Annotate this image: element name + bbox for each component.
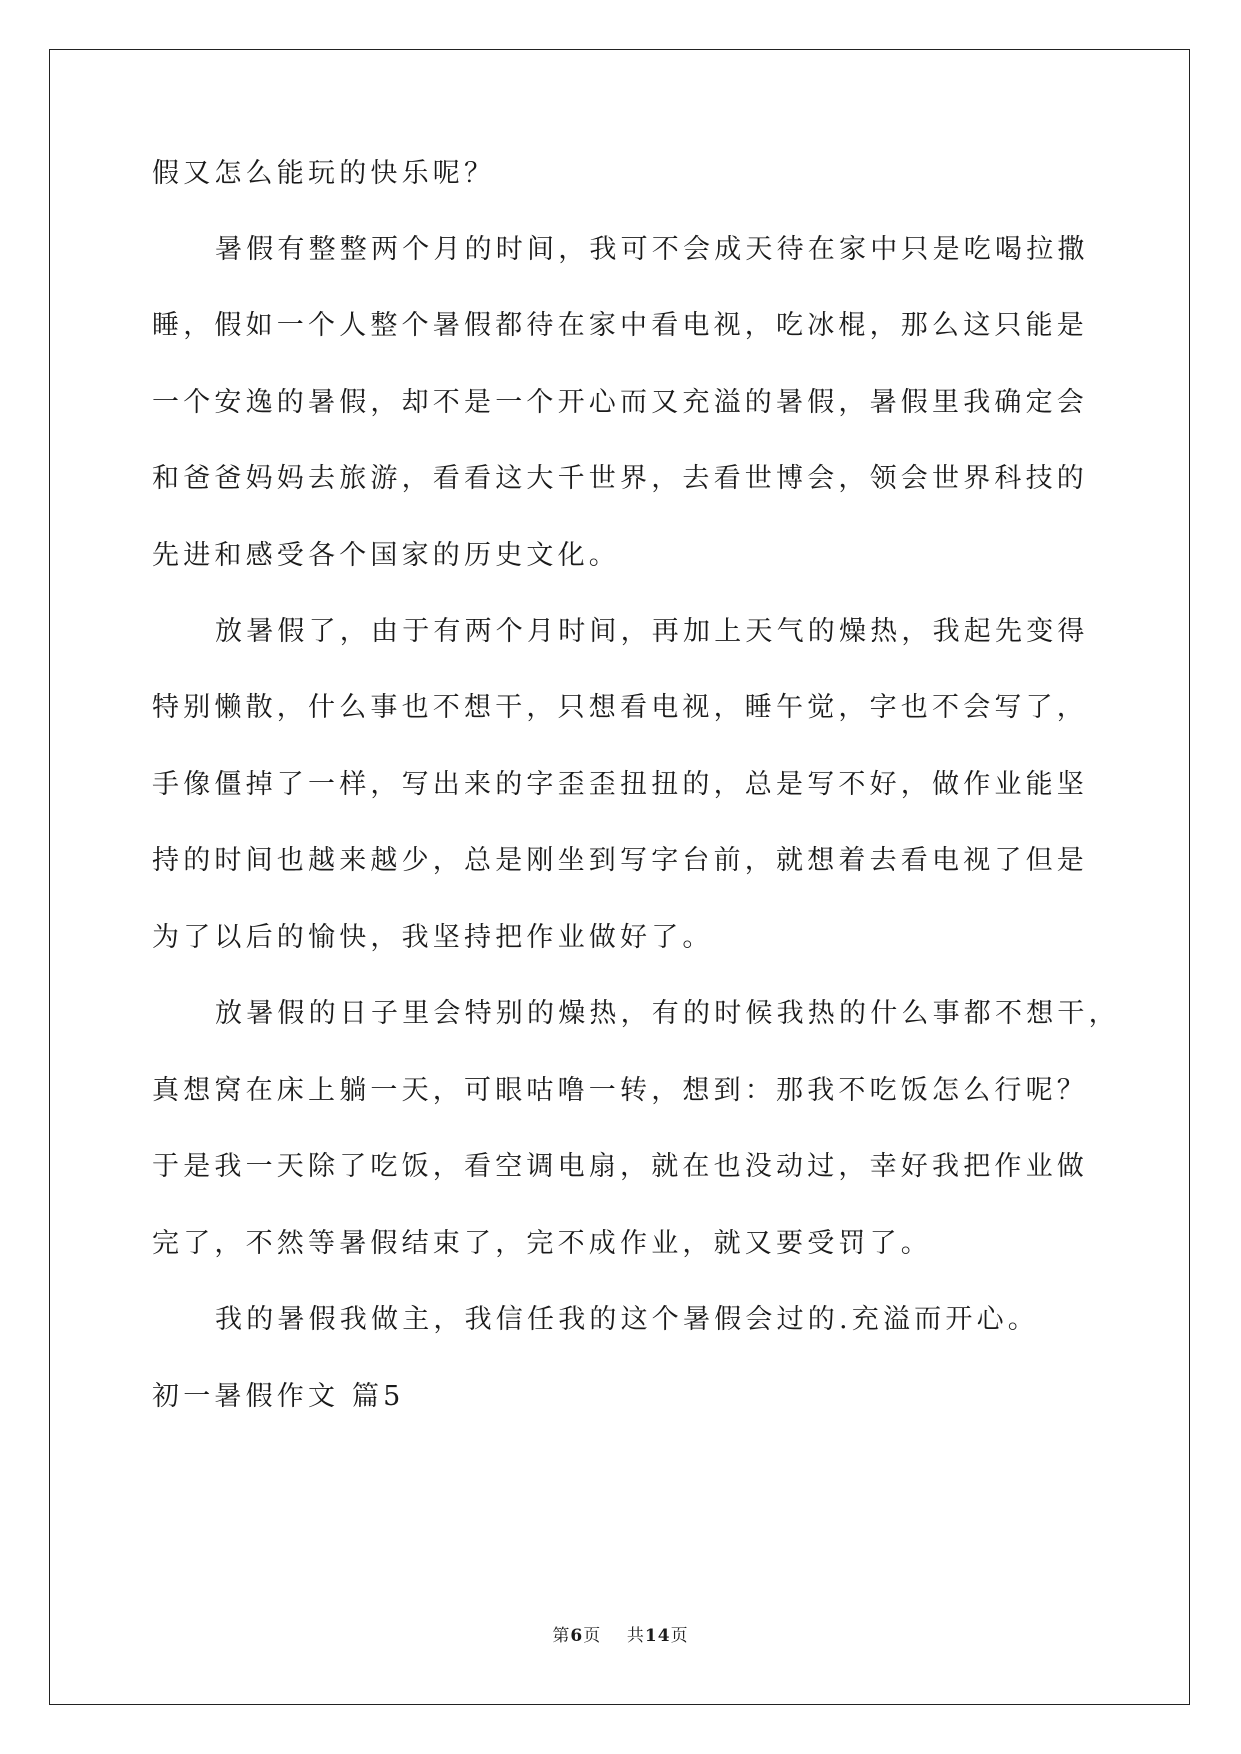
text-line: 放暑假的日子里会特别的燥热，有的时候我热的什么事都不想干， [215,998,1120,1029]
text-line: 先进和感受各个国家的历史文化。 [152,540,620,571]
footer-page-number: 6 [570,1626,584,1646]
footer-page-suffix: 页 [583,1626,602,1646]
page-footer [0,1624,1241,1648]
text-line: 假又怎么能玩的快乐呢？ [152,158,496,189]
text-line: 持的时间也越来越少，总是刚坐到写字台前，就想着去看电视了但是 [152,845,1088,876]
text-line: 一个安逸的暑假，却不是一个开心而又充溢的暑假，暑假里我确定会 [152,387,1088,418]
text-line: 真想窝在床上躺一天，可眼咕噜一转，想到：那我不吃饭怎么行呢？ [152,1075,1088,1106]
text-line: 于是我一天除了吃饭，看空调电扇，就在也没动过，幸好我把作业做 [152,1151,1088,1182]
text-line: 我的暑假我做主，我信任我的这个暑假会过的.充溢而开心。 [215,1304,1039,1335]
footer-total-prefix: 共 [626,1626,645,1646]
section-heading: 初一暑假作文 篇5 [152,1381,405,1412]
footer-total-pages: 14 [644,1626,671,1646]
text-line: 为了以后的愉快，我坚持把作业做好了。 [152,922,714,953]
footer-page-prefix: 第 [552,1626,571,1646]
text-line: 特别懒散，什么事也不想干，只想看电视，睡午觉，字也不会写了， [152,692,1088,723]
text-line: 放暑假了，由于有两个月时间，再加上天气的燥热，我起先变得 [215,616,1089,647]
text-line: 手像僵掉了一样，写出来的字歪歪扭扭的，总是写不好，做作业能坚 [152,769,1088,800]
text-line: 暑假有整整两个月的时间，我可不会成天待在家中只是吃喝拉撒 [215,234,1089,265]
footer-total-suffix: 页 [670,1626,689,1646]
text-line: 睡，假如一个人整个暑假都待在家中看电视，吃冰棍，那么这只能是 [152,310,1088,341]
text-line: 和爸爸妈妈去旅游，看看这大千世界，去看世博会，领会世界科技的 [152,463,1088,494]
text-line: 完了，不然等暑假结束了，完不成作业，就又要受罚了。 [152,1228,932,1259]
